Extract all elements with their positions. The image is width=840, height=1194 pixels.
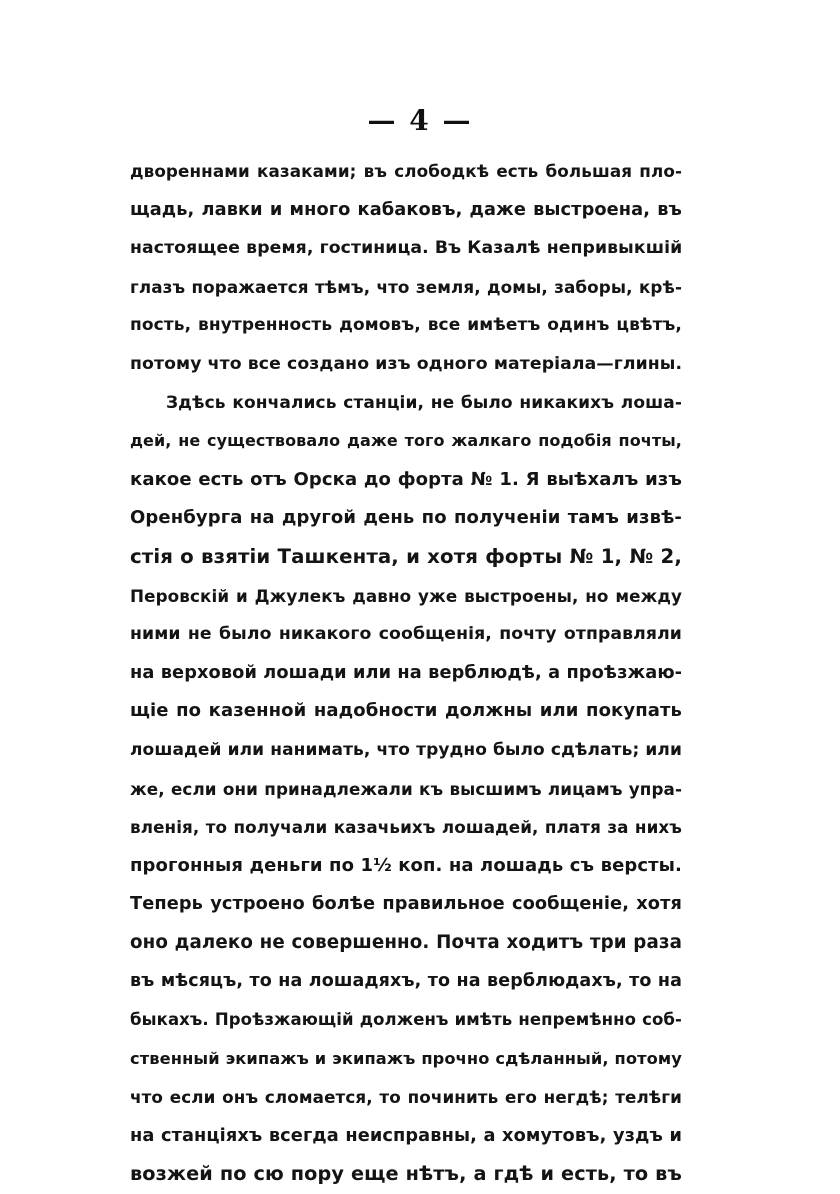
text-line: Здѣсь кончались станціи, не было никакихъ лоша-	[166, 392, 682, 413]
text-line: ними не было никакого сообщенія, почту отправляли	[130, 624, 682, 645]
page-number: — 4 —	[367, 104, 473, 137]
text-line: лошадей или нанимать, что трудно было сдѣлать; или	[130, 739, 682, 760]
text-line: пость, внутренность домовъ, все имѣетъ одинъ цвѣтъ,	[130, 315, 682, 336]
text-line: на верховой лошади или на верблюдѣ, а проѣзжаю-	[130, 662, 683, 683]
text-line: настоящее время, гостиница. Въ Казалѣ непривыкшій	[130, 238, 683, 259]
text-line: глазъ поражается тѣмъ, что земля, домы, заборы, крѣ-	[130, 276, 682, 297]
text-line: потому что все создано изъ одного матеріала—глины.	[130, 353, 683, 374]
text-line: Оренбурга на другой день по полученіи тамъ извѣ-	[130, 507, 682, 529]
text-line: что если онъ сломается, то починить его негдѣ; телѣги	[130, 1087, 682, 1108]
text-line: двореннами казаками; въ слободкѣ есть большая пло-	[130, 161, 682, 181]
text-line: прогонныя деньги по 1½ коп. на лошадь съ версты.	[130, 854, 682, 876]
text-line: оно далеко не совершенно. Почта ходитъ три раза	[130, 931, 682, 953]
text-line: же, если они принадлежали къ высшимъ лицамъ упра-	[130, 778, 682, 799]
text-line: щадь, лавки и много кабаковъ, даже выстроена, въ	[130, 199, 682, 220]
text-line: Перовскій и Джулекъ давно уже выстроены, но между	[130, 585, 682, 606]
text-line: стія о взятіи Ташкента, и хотя форты № 1, № 2,	[130, 544, 682, 568]
paragraph-2	[130, 384, 682, 1194]
body-text	[130, 152, 682, 1194]
text-line: въ мѣсяцъ, то на лошадяхъ, то на верблюдахъ, то на	[130, 971, 682, 992]
text-line: возжей по сю пору еще нѣтъ, а гдѣ и есть, то въ	[130, 1162, 682, 1186]
text-line: дей, не существовало даже того жалкаго подобія почты,	[130, 431, 682, 451]
text-line: какое есть отъ Орска до форта № 1. Я выѣхалъ изъ	[130, 468, 682, 490]
text-line: вленія, то получали казачьихъ лошадей, платя за нихъ	[130, 817, 682, 838]
text-line: ственный экипажъ и экипажъ прочно сдѣланный, потому	[130, 1048, 682, 1068]
text-line: на станціяхъ всегда неисправны, а хомутовъ, уздъ и	[130, 1125, 682, 1146]
text-line: Теперь устроено болѣе правильное сообщеніе, хотя	[130, 894, 682, 915]
text-line: быкахъ. Проѣзжающій долженъ имѣть непремѣнно соб-	[130, 1010, 682, 1030]
text-line: щіе по казенной надобности должны или покупать	[130, 700, 682, 722]
paragraph-1	[130, 152, 682, 384]
